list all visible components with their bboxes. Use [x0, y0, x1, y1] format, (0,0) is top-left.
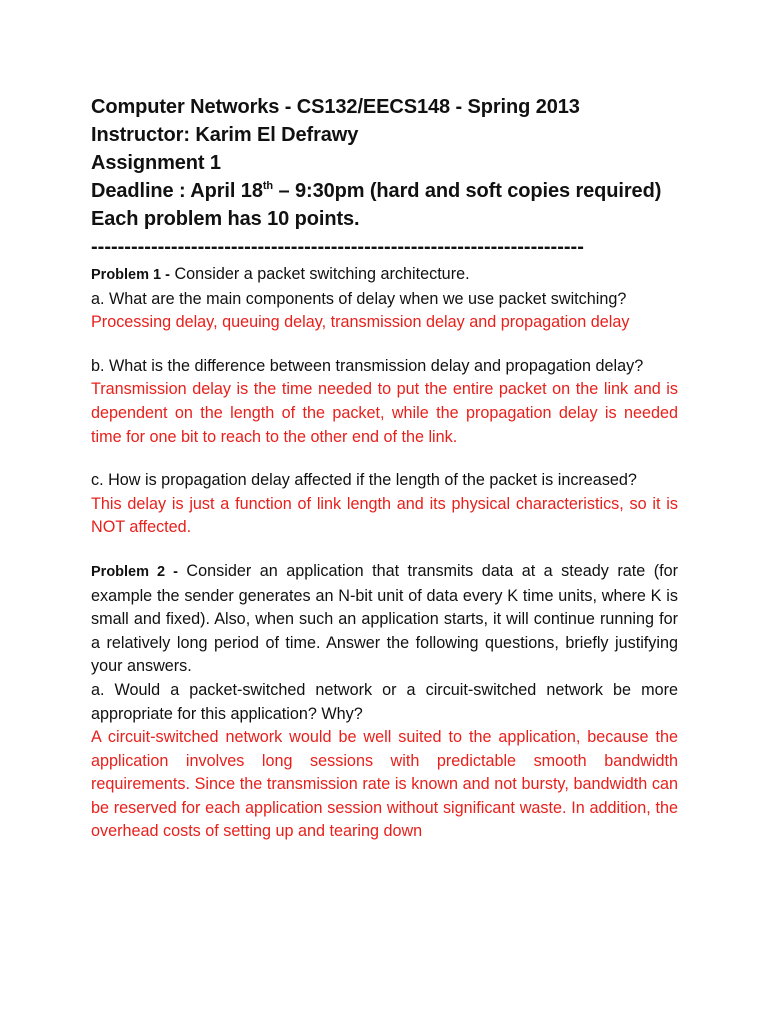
- problem-1b-question: b. What is the difference between transmission delay and propagation delay?: [91, 356, 644, 375]
- problem-1-text: Consider a packet switching architecture.: [169, 265, 470, 283]
- deadline-ordinal: th: [262, 180, 274, 192]
- instructor-line: Instructor: Karim El Defrawy: [91, 124, 359, 146]
- deadline-details: – 9:30pm (hard and soft copies required): [273, 180, 662, 202]
- divider-line: --------------------------------------------------------------------------: [91, 236, 584, 258]
- problem-1-intro: [91, 263, 678, 288]
- course-title: Computer Networks - CS132/EECS148 - Spring 2013: [91, 96, 580, 118]
- document-header: [91, 93, 691, 261]
- document-body: [91, 263, 678, 844]
- problem-1-label: Problem 1 -: [91, 267, 170, 283]
- problem-2-text: Consider an application that transmits data at a steady rate (for example the sender generates an N-bit unit of data every K time units, where K is small and fixed). Also, when such an application starts, it will continue running for a relatively long period of time. Answer the following questions, briefly justifying your answers.: [91, 561, 678, 676]
- points-line: Each problem has 10 points.: [91, 208, 360, 230]
- problem-1c-question: c. How is propagation delay affected if the length of the packet is increased?: [91, 471, 637, 490]
- deadline-line: [91, 177, 691, 205]
- problem-1c-answer: This delay is just a function of link length and its physical characteristics, so it is NOT affected.: [91, 494, 678, 537]
- problem-1a-question: a. What are the main components of delay when we use packet switching?: [91, 289, 627, 308]
- problem-1b-answer: Transmission delay is the time needed to put the entire packet on the link and is dependent on the length of the packet, while the propagation delay is needed time for one bit to reach to the other end of the link.: [91, 380, 678, 446]
- problem-2-label: Problem 2 -: [91, 563, 178, 580]
- problem-2a-question: a. Would a packet-switched network or a circuit-switched network be more appropriate for this application? Why?: [91, 680, 678, 723]
- problem-2a-answer: A circuit-switched network would be well suited to the application, because the application involves long sessions with predictable smooth bandwidth requirements. Since the transmission rate is known and not bursty, bandwidth can be reserved for each application session without significant waste. In addition, the overhead costs of setting up and tearing down: [91, 728, 678, 841]
- problem-2-intro: [91, 560, 678, 679]
- deadline-date: Deadline : April 18: [91, 180, 263, 202]
- problem-1a-answer: Processing delay, queuing delay, transmission delay and propagation delay: [91, 313, 630, 332]
- assignment-line: Assignment 1: [91, 152, 221, 174]
